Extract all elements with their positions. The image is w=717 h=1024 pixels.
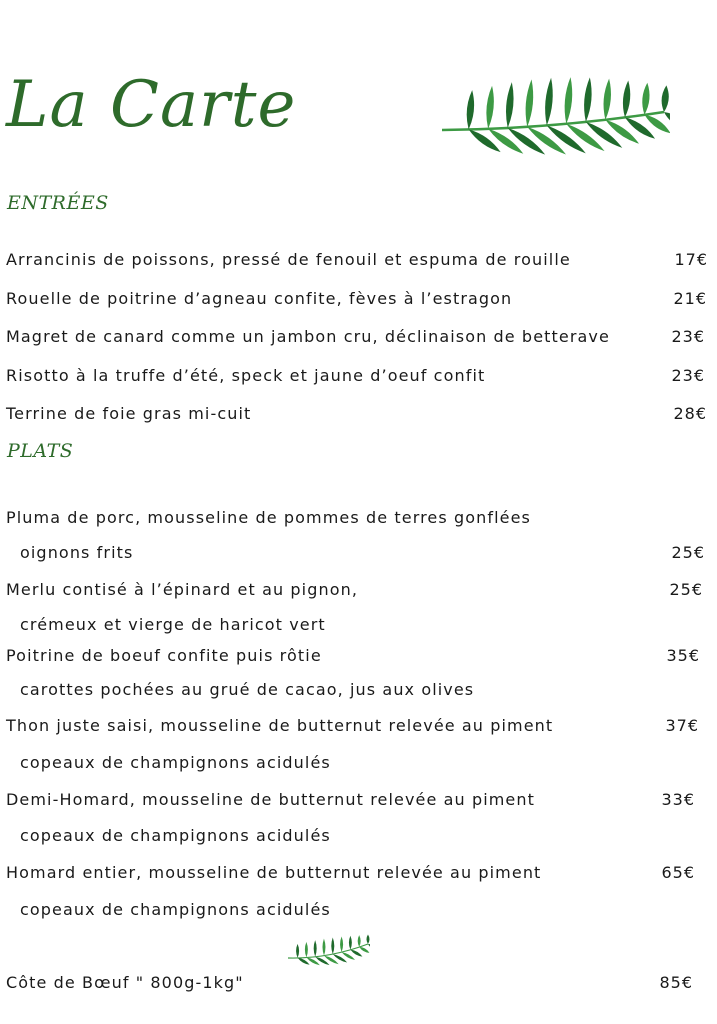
menu-item-price: 23€ bbox=[671, 366, 705, 385]
menu-item-name: Homard entier, mousseline de butternut relevée au piment bbox=[6, 863, 542, 882]
palm-leaf-icon bbox=[286, 926, 370, 968]
menu-item-detail: copeaux de champignons acidulés bbox=[20, 753, 331, 772]
section-heading-entrees: ENTRÉES bbox=[7, 192, 109, 214]
menu-item-price: 33€ bbox=[661, 790, 695, 809]
menu-item-name: Côte de Bœuf " 800g-1kg" bbox=[6, 973, 244, 992]
menu-item-price: 85€ bbox=[659, 973, 693, 992]
menu-item-price: 25€ bbox=[669, 580, 703, 599]
menu-item-price: 21€ bbox=[673, 289, 707, 308]
menu-item-price: 25€ bbox=[671, 543, 705, 562]
menu-item-price: 17€ bbox=[674, 250, 708, 269]
section-heading-plats: PLATS bbox=[7, 440, 74, 462]
menu-item-price: 65€ bbox=[661, 863, 695, 882]
menu-item-detail: crémeux et vierge de haricot vert bbox=[20, 615, 326, 634]
menu-item-name: Terrine de foie gras mi-cuit bbox=[6, 404, 252, 423]
menu-item-name: Thon juste saisi, mousseline de butternut relevée au piment bbox=[6, 716, 554, 735]
menu-item-detail: oignons frits bbox=[20, 543, 134, 562]
menu-item-name: Risotto à la truffe d’été, speck et jaune d’oeuf confit bbox=[6, 366, 486, 385]
menu-item-name: Poitrine de boeuf confite puis rôtie bbox=[6, 646, 322, 665]
menu-item-detail: copeaux de champignons acidulés bbox=[20, 900, 331, 919]
menu-item-detail: carottes pochées au grué de cacao, jus aux olives bbox=[20, 680, 475, 699]
menu-item-price: 35€ bbox=[666, 646, 700, 665]
palm-leaf-icon bbox=[438, 62, 670, 168]
menu-item-detail: copeaux de champignons acidulés bbox=[20, 826, 331, 845]
menu-item-name: Merlu contisé à l’épinard et au pignon, bbox=[6, 580, 359, 599]
menu-item-price: 37€ bbox=[665, 716, 699, 735]
menu-item-name: Rouelle de poitrine d’agneau confite, fèves à l’estragon bbox=[6, 289, 513, 308]
menu-item-name: Magret de canard comme un jambon cru, déclinaison de betterave bbox=[6, 327, 610, 346]
menu-item-name: Pluma de porc, mousseline de pommes de terres gonflées bbox=[6, 508, 531, 527]
menu-title: La Carte bbox=[6, 68, 297, 142]
menu-item-name: Arrancinis de poissons, pressé de fenouil et espuma de rouille bbox=[6, 250, 571, 269]
menu-item-price: 28€ bbox=[673, 404, 707, 423]
menu-item-price: 23€ bbox=[671, 327, 705, 346]
menu-item-name: Demi-Homard, mousseline de butternut relevée au piment bbox=[6, 790, 535, 809]
